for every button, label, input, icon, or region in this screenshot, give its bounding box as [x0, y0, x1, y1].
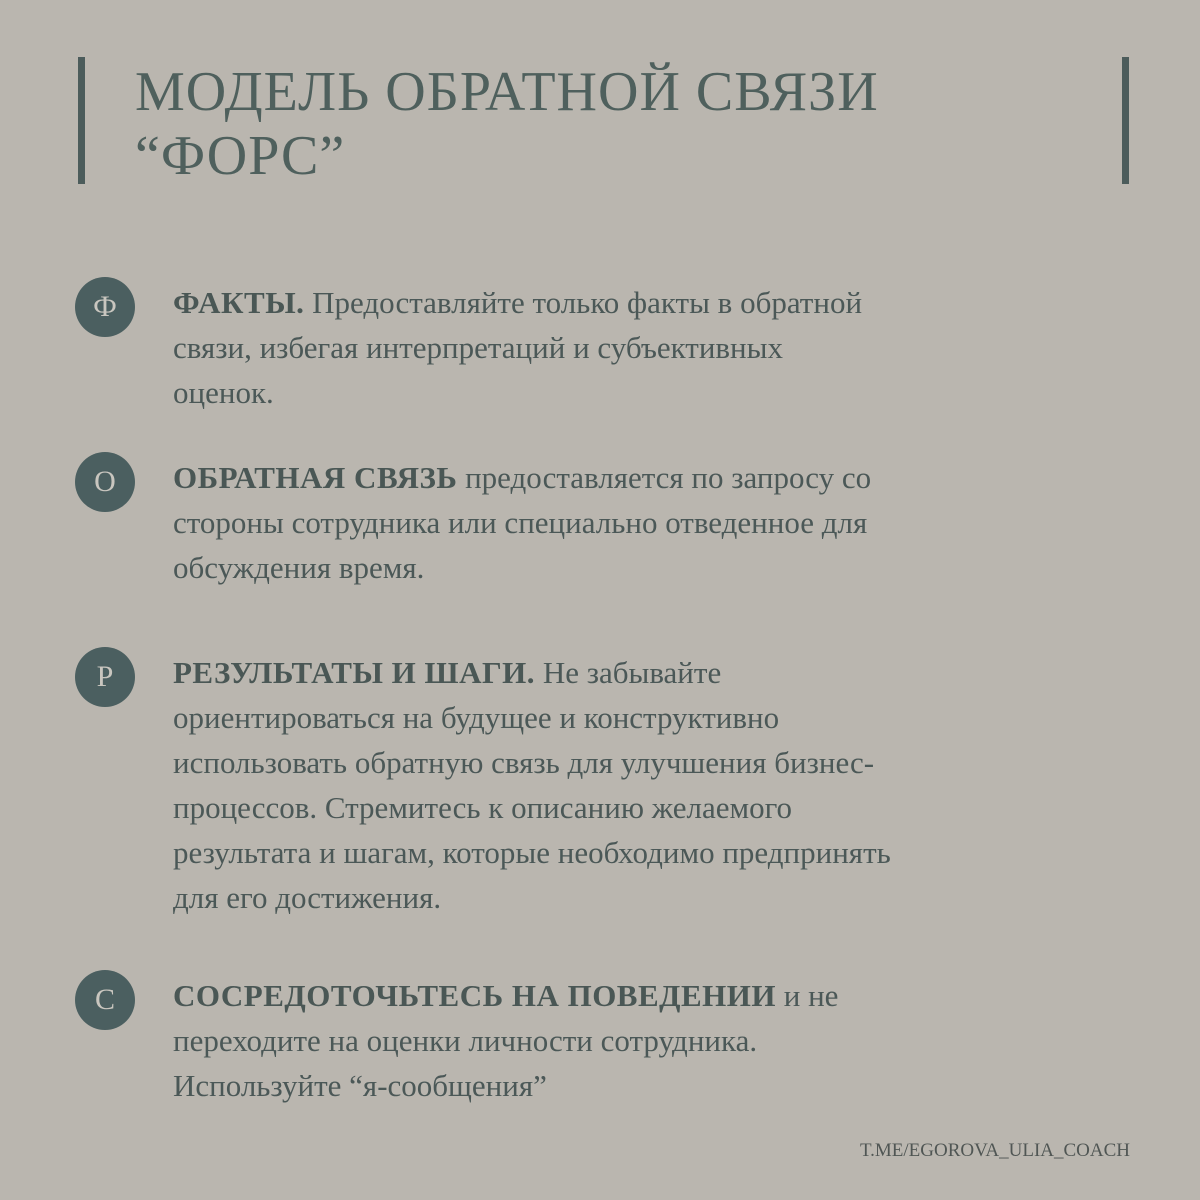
item-line: связи, избегая интерпретаций и субъективных — [173, 330, 783, 365]
item-text — [173, 973, 838, 1108]
item-first-line — [173, 455, 871, 500]
item-first-text: предоставляется по запросу со — [457, 460, 872, 495]
telegram-link[interactable]: T.ME/EGOROVA_ULIA_COACH — [859, 1140, 1130, 1161]
item-heading: ФАКТЫ. — [173, 285, 305, 320]
item-line: переходите на оценки личности сотрудника. — [173, 1023, 758, 1058]
item-first-text: Предоставляйте только факты в обратной — [304, 285, 863, 320]
item-line: процессов. Стремитесь к описанию желаемого — [173, 790, 793, 825]
item-line: стороны сотрудника или специально отведенное для — [173, 505, 868, 540]
item-text — [173, 280, 862, 415]
item-first-line — [173, 973, 838, 1018]
item-first-text: Не забывайте — [535, 655, 722, 690]
item-text — [173, 455, 871, 590]
title-line-2: “ФОРС” — [135, 125, 346, 187]
item-heading: РЕЗУЛЬТАТЫ И ШАГИ. — [173, 655, 536, 690]
item-line: использовать обратную связь для улучшения бизнес- — [173, 745, 875, 780]
item-heading: ОБРАТНАЯ СВЯЗЬ — [173, 460, 458, 495]
item-line: для его достижения. — [173, 880, 442, 915]
left-accent-bar — [78, 57, 85, 184]
right-accent-bar — [1122, 57, 1129, 184]
letter: Ф — [93, 290, 117, 323]
title-line-1: МОДЕЛЬ ОБРАТНОЙ СВЯЗИ — [135, 61, 879, 123]
item-line: ориентироваться на будущее и конструктивно — [173, 700, 780, 735]
letter-badge — [75, 970, 135, 1030]
item-text — [173, 650, 891, 920]
letter-badge — [75, 277, 135, 337]
item-line: оценок. — [173, 375, 274, 410]
item-first-line — [173, 650, 891, 695]
letter-badge — [75, 452, 135, 512]
page-title — [135, 60, 879, 188]
letter: С — [94, 983, 115, 1016]
item-line: обсуждения время. — [173, 550, 425, 585]
item-heading: СОСРЕДОТОЧЬТЕСЬ НА ПОВЕДЕНИИ — [173, 978, 776, 1013]
letter-badge — [75, 647, 135, 707]
item-first-text: и не — [776, 978, 839, 1013]
letter: Р — [96, 660, 114, 693]
item-line: результата и шагам, которые необходимо предпринять — [173, 835, 891, 870]
item-first-line — [173, 280, 862, 325]
letter: О — [94, 465, 116, 498]
item-line: Используйте “я-сообщения” — [173, 1068, 547, 1103]
